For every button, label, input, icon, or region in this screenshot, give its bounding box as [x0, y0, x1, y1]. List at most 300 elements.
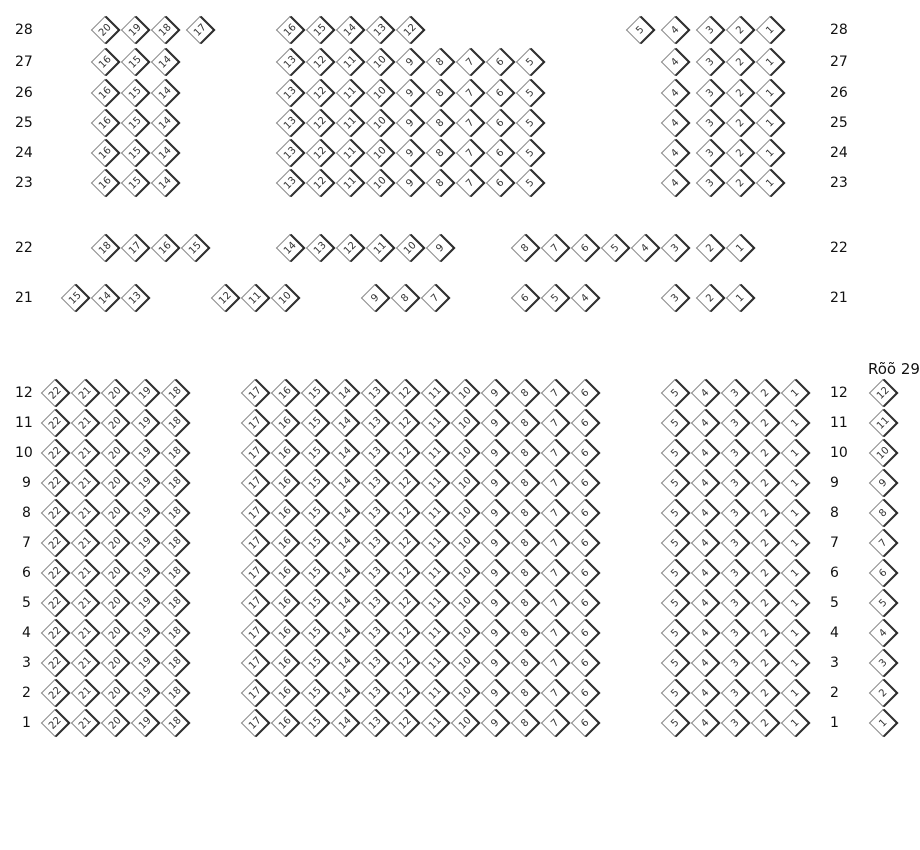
- seat-row-24-3[interactable]: [696, 139, 724, 167]
- seat-row-10-16[interactable]: [271, 439, 299, 467]
- seat-row-8-14[interactable]: [331, 499, 359, 527]
- seat-row-9-1[interactable]: [781, 469, 809, 497]
- seat-row-28-14[interactable]: [336, 16, 364, 44]
- seat-row-4-21[interactable]: [71, 619, 99, 647]
- seat-row-26-1[interactable]: [756, 79, 784, 107]
- seat-row-1-3[interactable]: [721, 709, 749, 737]
- seat-row-27-8[interactable]: [426, 48, 454, 76]
- seat-row-24-10[interactable]: [366, 139, 394, 167]
- seat-row-25-9[interactable]: [396, 109, 424, 137]
- seat-row-3-3[interactable]: [721, 649, 749, 677]
- seat-row-12-15[interactable]: [301, 379, 329, 407]
- seat-row-side-7[interactable]: [869, 529, 897, 557]
- seat-row-9-14[interactable]: [331, 469, 359, 497]
- seat-row-7-12[interactable]: [391, 529, 419, 557]
- seat-row-9-15[interactable]: [301, 469, 329, 497]
- seat-row-8-3[interactable]: [721, 499, 749, 527]
- seat-row-3-5[interactable]: [661, 649, 689, 677]
- seat-row-2-16[interactable]: [271, 679, 299, 707]
- seat-row-5-19[interactable]: [131, 589, 159, 617]
- seat-row-25-2[interactable]: [726, 109, 754, 137]
- seat-row-23-7[interactable]: [456, 169, 484, 197]
- seat-row-11-13[interactable]: [361, 409, 389, 437]
- seat-row-8-12[interactable]: [391, 499, 419, 527]
- seat-row-11-5[interactable]: [661, 409, 689, 437]
- seat-row-5-22[interactable]: [41, 589, 69, 617]
- seat-row-22-16[interactable]: [151, 234, 179, 262]
- seat-row-6-4[interactable]: [691, 559, 719, 587]
- seat-row-2-19[interactable]: [131, 679, 159, 707]
- seat-row-8-13[interactable]: [361, 499, 389, 527]
- seat-row-4-6[interactable]: [571, 619, 599, 647]
- seat-row-26-8[interactable]: [426, 79, 454, 107]
- seat-row-side-10[interactable]: [869, 439, 897, 467]
- seat-row-10-6[interactable]: [571, 439, 599, 467]
- seat-row-3-13[interactable]: [361, 649, 389, 677]
- seat-row-27-11[interactable]: [336, 48, 364, 76]
- seat-row-12-2[interactable]: [751, 379, 779, 407]
- seat-row-11-20[interactable]: [101, 409, 129, 437]
- seat-row-4-11[interactable]: [421, 619, 449, 647]
- seat-row-11-9[interactable]: [481, 409, 509, 437]
- seat-row-4-13[interactable]: [361, 619, 389, 647]
- seat-row-12-5[interactable]: [661, 379, 689, 407]
- seat-row-12-11[interactable]: [421, 379, 449, 407]
- seat-row-23-4[interactable]: [661, 169, 689, 197]
- seat-row-10-3[interactable]: [721, 439, 749, 467]
- seat-row-9-4[interactable]: [691, 469, 719, 497]
- seat-row-7-5[interactable]: [661, 529, 689, 557]
- seat-row-2-14[interactable]: [331, 679, 359, 707]
- seat-row-28-1[interactable]: [756, 16, 784, 44]
- seat-row-10-2[interactable]: [751, 439, 779, 467]
- seat-row-4-12[interactable]: [391, 619, 419, 647]
- seat-row-6-16[interactable]: [271, 559, 299, 587]
- seat-row-27-1[interactable]: [756, 48, 784, 76]
- seat-row-9-18[interactable]: [161, 469, 189, 497]
- seat-row-28-5[interactable]: [626, 16, 654, 44]
- seat-row-3-4[interactable]: [691, 649, 719, 677]
- seat-row-2-20[interactable]: [101, 679, 129, 707]
- seat-row-24-9[interactable]: [396, 139, 424, 167]
- seat-row-25-5[interactable]: [516, 109, 544, 137]
- seat-row-10-15[interactable]: [301, 439, 329, 467]
- seat-row-12-22[interactable]: [41, 379, 69, 407]
- seat-row-side-1[interactable]: [869, 709, 897, 737]
- seat-row-side-6[interactable]: [869, 559, 897, 587]
- seat-row-7-8[interactable]: [511, 529, 539, 557]
- seat-row-22-6[interactable]: [571, 234, 599, 262]
- seat-row-27-4[interactable]: [661, 48, 689, 76]
- seat-row-25-13[interactable]: [276, 109, 304, 137]
- seat-row-25-1[interactable]: [756, 109, 784, 137]
- seat-row-side-2[interactable]: [869, 679, 897, 707]
- seat-row-8-20[interactable]: [101, 499, 129, 527]
- seat-row-22-14[interactable]: [276, 234, 304, 262]
- seat-row-4-7[interactable]: [541, 619, 569, 647]
- seat-row-24-4[interactable]: [661, 139, 689, 167]
- seat-row-9-6[interactable]: [571, 469, 599, 497]
- seat-row-1-9[interactable]: [481, 709, 509, 737]
- seat-row-8-19[interactable]: [131, 499, 159, 527]
- seat-row-10-4[interactable]: [691, 439, 719, 467]
- seat-row-1-2[interactable]: [751, 709, 779, 737]
- seat-row-6-1[interactable]: [781, 559, 809, 587]
- seat-row-21-13[interactable]: [121, 284, 149, 312]
- seat-row-6-15[interactable]: [301, 559, 329, 587]
- seat-row-7-3[interactable]: [721, 529, 749, 557]
- seat-row-8-11[interactable]: [421, 499, 449, 527]
- seat-row-3-18[interactable]: [161, 649, 189, 677]
- seat-row-6-21[interactable]: [71, 559, 99, 587]
- seat-row-3-9[interactable]: [481, 649, 509, 677]
- seat-row-27-10[interactable]: [366, 48, 394, 76]
- seat-row-3-16[interactable]: [271, 649, 299, 677]
- seat-row-27-16[interactable]: [91, 48, 119, 76]
- seat-row-7-11[interactable]: [421, 529, 449, 557]
- seat-row-9-17[interactable]: [241, 469, 269, 497]
- seat-row-6-2[interactable]: [751, 559, 779, 587]
- seat-row-25-7[interactable]: [456, 109, 484, 137]
- seat-row-7-6[interactable]: [571, 529, 599, 557]
- seat-row-25-3[interactable]: [696, 109, 724, 137]
- seat-row-27-6[interactable]: [486, 48, 514, 76]
- seat-row-2-18[interactable]: [161, 679, 189, 707]
- seat-row-5-14[interactable]: [331, 589, 359, 617]
- seat-row-3-2[interactable]: [751, 649, 779, 677]
- seat-row-24-6[interactable]: [486, 139, 514, 167]
- seat-row-8-18[interactable]: [161, 499, 189, 527]
- seat-row-11-18[interactable]: [161, 409, 189, 437]
- seat-row-9-11[interactable]: [421, 469, 449, 497]
- seat-row-28-3[interactable]: [696, 16, 724, 44]
- seat-row-27-3[interactable]: [696, 48, 724, 76]
- seat-row-8-5[interactable]: [661, 499, 689, 527]
- seat-row-8-4[interactable]: [691, 499, 719, 527]
- seat-row-25-8[interactable]: [426, 109, 454, 137]
- seat-row-12-6[interactable]: [571, 379, 599, 407]
- seat-row-5-6[interactable]: [571, 589, 599, 617]
- seat-row-21-14[interactable]: [91, 284, 119, 312]
- seat-row-5-12[interactable]: [391, 589, 419, 617]
- seat-row-3-12[interactable]: [391, 649, 419, 677]
- seat-row-26-14[interactable]: [151, 79, 179, 107]
- seat-row-27-15[interactable]: [121, 48, 149, 76]
- seat-row-24-12[interactable]: [306, 139, 334, 167]
- seat-row-12-7[interactable]: [541, 379, 569, 407]
- seat-row-25-4[interactable]: [661, 109, 689, 137]
- seat-row-4-5[interactable]: [661, 619, 689, 647]
- seat-row-23-15[interactable]: [121, 169, 149, 197]
- seat-row-5-1[interactable]: [781, 589, 809, 617]
- seat-row-21-15[interactable]: [61, 284, 89, 312]
- seat-row-1-13[interactable]: [361, 709, 389, 737]
- seat-row-5-21[interactable]: [71, 589, 99, 617]
- seat-row-11-14[interactable]: [331, 409, 359, 437]
- seat-row-11-12[interactable]: [391, 409, 419, 437]
- seat-row-12-16[interactable]: [271, 379, 299, 407]
- seat-row-12-21[interactable]: [71, 379, 99, 407]
- seat-row-7-2[interactable]: [751, 529, 779, 557]
- seat-row-12-19[interactable]: [131, 379, 159, 407]
- seat-row-11-16[interactable]: [271, 409, 299, 437]
- seat-row-8-16[interactable]: [271, 499, 299, 527]
- seat-row-26-13[interactable]: [276, 79, 304, 107]
- seat-row-8-6[interactable]: [571, 499, 599, 527]
- seat-row-22-15[interactable]: [181, 234, 209, 262]
- seat-row-22-4[interactable]: [631, 234, 659, 262]
- seat-row-6-9[interactable]: [481, 559, 509, 587]
- seat-row-2-12[interactable]: [391, 679, 419, 707]
- seat-row-3-11[interactable]: [421, 649, 449, 677]
- seat-row-23-11[interactable]: [336, 169, 364, 197]
- seat-row-11-15[interactable]: [301, 409, 329, 437]
- seat-row-24-13[interactable]: [276, 139, 304, 167]
- seat-row-2-17[interactable]: [241, 679, 269, 707]
- seat-row-24-1[interactable]: [756, 139, 784, 167]
- seat-row-28-12[interactable]: [396, 16, 424, 44]
- seat-row-22-1[interactable]: [726, 234, 754, 262]
- seat-row-28-2[interactable]: [726, 16, 754, 44]
- seat-row-5-5[interactable]: [661, 589, 689, 617]
- seat-row-8-15[interactable]: [301, 499, 329, 527]
- seat-row-8-1[interactable]: [781, 499, 809, 527]
- seat-row-1-15[interactable]: [301, 709, 329, 737]
- seat-row-23-5[interactable]: [516, 169, 544, 197]
- seat-row-1-22[interactable]: [41, 709, 69, 737]
- seat-row-5-20[interactable]: [101, 589, 129, 617]
- seat-row-1-21[interactable]: [71, 709, 99, 737]
- seat-row-6-11[interactable]: [421, 559, 449, 587]
- seat-row-23-12[interactable]: [306, 169, 334, 197]
- seat-row-11-3[interactable]: [721, 409, 749, 437]
- seat-row-21-9[interactable]: [361, 284, 389, 312]
- seat-row-4-3[interactable]: [721, 619, 749, 647]
- seat-row-side-4[interactable]: [869, 619, 897, 647]
- seat-row-26-16[interactable]: [91, 79, 119, 107]
- seat-row-1-7[interactable]: [541, 709, 569, 737]
- seat-row-side-8[interactable]: [869, 499, 897, 527]
- seat-row-24-7[interactable]: [456, 139, 484, 167]
- seat-row-25-14[interactable]: [151, 109, 179, 137]
- seat-row-26-11[interactable]: [336, 79, 364, 107]
- seat-row-4-15[interactable]: [301, 619, 329, 647]
- seat-row-8-9[interactable]: [481, 499, 509, 527]
- seat-row-27-13[interactable]: [276, 48, 304, 76]
- seat-row-10-14[interactable]: [331, 439, 359, 467]
- seat-row-24-8[interactable]: [426, 139, 454, 167]
- seat-row-2-4[interactable]: [691, 679, 719, 707]
- seat-row-21-6[interactable]: [511, 284, 539, 312]
- seat-row-28-16[interactable]: [276, 16, 304, 44]
- seat-row-12-4[interactable]: [691, 379, 719, 407]
- seat-row-21-11[interactable]: [241, 284, 269, 312]
- seat-row-10-18[interactable]: [161, 439, 189, 467]
- seat-row-10-12[interactable]: [391, 439, 419, 467]
- seat-row-11-19[interactable]: [131, 409, 159, 437]
- seat-row-23-16[interactable]: [91, 169, 119, 197]
- seat-row-27-5[interactable]: [516, 48, 544, 76]
- seat-row-4-2[interactable]: [751, 619, 779, 647]
- seat-row-11-2[interactable]: [751, 409, 779, 437]
- seat-row-1-8[interactable]: [511, 709, 539, 737]
- seat-row-12-12[interactable]: [391, 379, 419, 407]
- seat-row-21-8[interactable]: [391, 284, 419, 312]
- seat-row-28-18[interactable]: [151, 16, 179, 44]
- seat-row-6-14[interactable]: [331, 559, 359, 587]
- seat-row-10-19[interactable]: [131, 439, 159, 467]
- seat-row-23-14[interactable]: [151, 169, 179, 197]
- seat-row-22-18[interactable]: [91, 234, 119, 262]
- seat-row-1-14[interactable]: [331, 709, 359, 737]
- seat-row-25-12[interactable]: [306, 109, 334, 137]
- seat-row-27-14[interactable]: [151, 48, 179, 76]
- seat-row-12-13[interactable]: [361, 379, 389, 407]
- seat-row-3-6[interactable]: [571, 649, 599, 677]
- seat-row-11-10[interactable]: [451, 409, 479, 437]
- seat-row-5-15[interactable]: [301, 589, 329, 617]
- seat-row-22-2[interactable]: [696, 234, 724, 262]
- seat-row-side-12[interactable]: [869, 379, 897, 407]
- seat-row-5-17[interactable]: [241, 589, 269, 617]
- seat-row-25-6[interactable]: [486, 109, 514, 137]
- seat-row-1-16[interactable]: [271, 709, 299, 737]
- seat-row-23-10[interactable]: [366, 169, 394, 197]
- seat-row-9-8[interactable]: [511, 469, 539, 497]
- seat-row-10-20[interactable]: [101, 439, 129, 467]
- seat-row-4-20[interactable]: [101, 619, 129, 647]
- seat-row-8-7[interactable]: [541, 499, 569, 527]
- seat-row-7-16[interactable]: [271, 529, 299, 557]
- seat-row-4-16[interactable]: [271, 619, 299, 647]
- seat-row-9-22[interactable]: [41, 469, 69, 497]
- seat-row-28-15[interactable]: [306, 16, 334, 44]
- seat-row-28-20[interactable]: [91, 16, 119, 44]
- seat-row-8-17[interactable]: [241, 499, 269, 527]
- seat-row-3-1[interactable]: [781, 649, 809, 677]
- seat-row-12-1[interactable]: [781, 379, 809, 407]
- seat-row-6-12[interactable]: [391, 559, 419, 587]
- seat-row-6-8[interactable]: [511, 559, 539, 587]
- seat-row-2-13[interactable]: [361, 679, 389, 707]
- seat-row-3-17[interactable]: [241, 649, 269, 677]
- seat-row-23-2[interactable]: [726, 169, 754, 197]
- seat-row-24-11[interactable]: [336, 139, 364, 167]
- seat-row-11-1[interactable]: [781, 409, 809, 437]
- seat-row-11-21[interactable]: [71, 409, 99, 437]
- seat-row-22-10[interactable]: [396, 234, 424, 262]
- seat-row-10-11[interactable]: [421, 439, 449, 467]
- seat-row-6-10[interactable]: [451, 559, 479, 587]
- seat-row-12-20[interactable]: [101, 379, 129, 407]
- seat-row-21-5[interactable]: [541, 284, 569, 312]
- seat-row-9-12[interactable]: [391, 469, 419, 497]
- seat-row-26-3[interactable]: [696, 79, 724, 107]
- seat-row-21-2[interactable]: [696, 284, 724, 312]
- seat-row-26-9[interactable]: [396, 79, 424, 107]
- seat-row-22-3[interactable]: [661, 234, 689, 262]
- seat-row-10-7[interactable]: [541, 439, 569, 467]
- seat-row-27-7[interactable]: [456, 48, 484, 76]
- seat-row-2-8[interactable]: [511, 679, 539, 707]
- seat-row-9-9[interactable]: [481, 469, 509, 497]
- seat-row-11-8[interactable]: [511, 409, 539, 437]
- seat-row-2-5[interactable]: [661, 679, 689, 707]
- seat-row-8-10[interactable]: [451, 499, 479, 527]
- seat-row-12-9[interactable]: [481, 379, 509, 407]
- seat-row-21-12[interactable]: [211, 284, 239, 312]
- seat-row-6-20[interactable]: [101, 559, 129, 587]
- seat-row-7-22[interactable]: [41, 529, 69, 557]
- seat-row-7-17[interactable]: [241, 529, 269, 557]
- seat-row-7-9[interactable]: [481, 529, 509, 557]
- seat-row-23-9[interactable]: [396, 169, 424, 197]
- seat-row-28-19[interactable]: [121, 16, 149, 44]
- seat-row-3-8[interactable]: [511, 649, 539, 677]
- seat-row-8-21[interactable]: [71, 499, 99, 527]
- seat-row-5-4[interactable]: [691, 589, 719, 617]
- seat-row-1-6[interactable]: [571, 709, 599, 737]
- seat-row-24-5[interactable]: [516, 139, 544, 167]
- seat-row-4-19[interactable]: [131, 619, 159, 647]
- seat-row-9-20[interactable]: [101, 469, 129, 497]
- seat-row-1-17[interactable]: [241, 709, 269, 737]
- seat-row-12-10[interactable]: [451, 379, 479, 407]
- seat-row-26-15[interactable]: [121, 79, 149, 107]
- seat-row-5-18[interactable]: [161, 589, 189, 617]
- seat-row-28-4[interactable]: [661, 16, 689, 44]
- seat-row-5-10[interactable]: [451, 589, 479, 617]
- seat-row-22-5[interactable]: [601, 234, 629, 262]
- seat-row-25-16[interactable]: [91, 109, 119, 137]
- seat-row-7-15[interactable]: [301, 529, 329, 557]
- seat-row-3-19[interactable]: [131, 649, 159, 677]
- seat-row-25-10[interactable]: [366, 109, 394, 137]
- seat-row-2-9[interactable]: [481, 679, 509, 707]
- seat-row-4-17[interactable]: [241, 619, 269, 647]
- seat-row-10-17[interactable]: [241, 439, 269, 467]
- seat-row-12-8[interactable]: [511, 379, 539, 407]
- seat-row-2-11[interactable]: [421, 679, 449, 707]
- seat-row-10-9[interactable]: [481, 439, 509, 467]
- seat-row-26-4[interactable]: [661, 79, 689, 107]
- seat-row-9-13[interactable]: [361, 469, 389, 497]
- seat-row-28-17[interactable]: [186, 16, 214, 44]
- seat-row-6-6[interactable]: [571, 559, 599, 587]
- seat-row-10-13[interactable]: [361, 439, 389, 467]
- seat-row-1-12[interactable]: [391, 709, 419, 737]
- seat-row-5-11[interactable]: [421, 589, 449, 617]
- seat-row-3-22[interactable]: [41, 649, 69, 677]
- seat-row-3-15[interactable]: [301, 649, 329, 677]
- seat-row-22-7[interactable]: [541, 234, 569, 262]
- seat-row-6-17[interactable]: [241, 559, 269, 587]
- seat-row-5-3[interactable]: [721, 589, 749, 617]
- seat-row-2-6[interactable]: [571, 679, 599, 707]
- seat-row-3-20[interactable]: [101, 649, 129, 677]
- seat-row-22-8[interactable]: [511, 234, 539, 262]
- seat-row-11-4[interactable]: [691, 409, 719, 437]
- seat-row-1-11[interactable]: [421, 709, 449, 737]
- seat-row-10-5[interactable]: [661, 439, 689, 467]
- seat-row-2-3[interactable]: [721, 679, 749, 707]
- seat-row-1-1[interactable]: [781, 709, 809, 737]
- seat-row-7-7[interactable]: [541, 529, 569, 557]
- seat-row-5-2[interactable]: [751, 589, 779, 617]
- seat-row-1-20[interactable]: [101, 709, 129, 737]
- seat-row-11-22[interactable]: [41, 409, 69, 437]
- seat-row-22-11[interactable]: [366, 234, 394, 262]
